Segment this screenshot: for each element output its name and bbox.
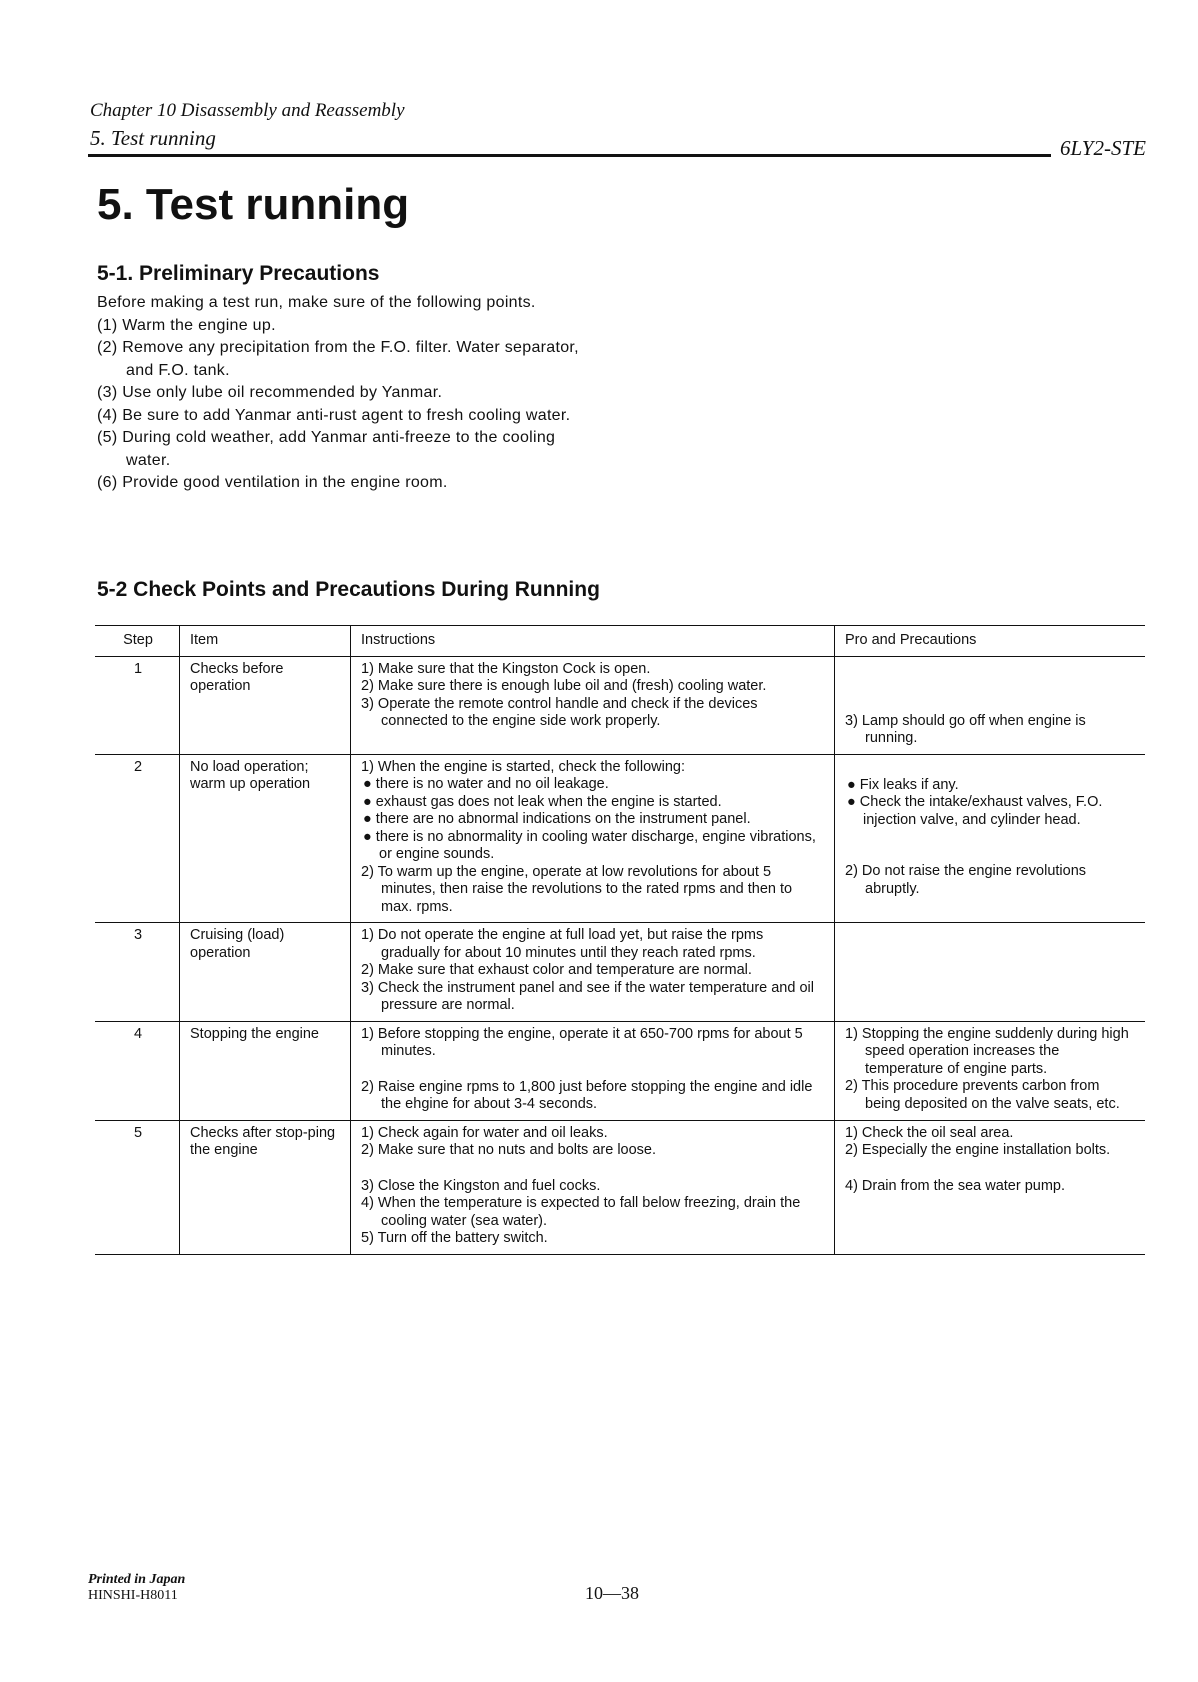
instruction-line: 1) Do not operate the engine at full load yet, but raise the rpms gradually for about 10 minutes until they reach rated rpms. (361, 927, 764, 961)
instruction-line: 1) Check again for water and oil leaks. (361, 1124, 608, 1141)
step-number: 2 (95, 754, 180, 923)
step-item: Checks after stop-ping the engine (180, 1120, 351, 1254)
instruction-line: 3) Close the Kingston and fuel cocks. (361, 1177, 601, 1194)
instruction-bullet: ● there are no abnormal indications on the instrument panel. (363, 811, 751, 827)
checkpoints-heading: 5-2 Check Points and Precautions During Running (97, 578, 600, 601)
precaution-line: 2) Especially the engine installation bolts. (845, 1142, 1111, 1158)
footer-code: HINSHI-H8011 (88, 1588, 178, 1603)
checkpoints-table (95, 625, 1145, 1255)
list-item: (6) Provide good ventilation in the engine room. (97, 474, 448, 491)
instruction-line: 2) Make sure that exhaust color and temperature are normal. (361, 962, 752, 978)
header-section: 5. Test running (90, 126, 216, 150)
instruction-line: 3) Operate the remote control handle and check if the devices connected to the engine side work properly. (361, 695, 758, 729)
step-item: Checks before operation (180, 656, 351, 754)
instruction-line: 2) Raise engine rpms to 1,800 just before stopping the engine and idle the ehgine for about 3-4 seconds. (361, 1078, 813, 1112)
footer-left (88, 1572, 185, 1604)
instruction-line: 5) Turn off the battery switch. (361, 1230, 548, 1246)
page-title: 5. Test running (97, 180, 410, 229)
header-chapter: Chapter 10 Disassembly and Reassembly (90, 100, 405, 121)
preliminary-intro: Before making a test run, make sure of the following points. (97, 294, 536, 311)
table-row (95, 754, 1145, 923)
step-number: 4 (95, 1021, 180, 1120)
table-row (95, 1120, 1145, 1254)
step-precautions (835, 754, 1146, 923)
instruction-line: 4) When the temperature is expected to fall below freezing, drain the cooling water (sea water). (361, 1195, 801, 1229)
spacer (845, 1160, 1137, 1178)
preliminary-heading: 5-1. Preliminary Precautions (97, 262, 380, 285)
instruction-line: 1) Make sure that the Kingston Cock is open. (361, 660, 651, 677)
preliminary-body (97, 292, 587, 495)
list-item: (1) Warm the engine up. (97, 316, 276, 334)
footer-printed: Printed in Japan (88, 1572, 186, 1587)
precaution-bullet: ● Fix leaks if any. (847, 776, 959, 793)
step-instructions (351, 754, 835, 923)
table-row (95, 656, 1145, 754)
col-item-header: Item (180, 626, 351, 657)
step-instructions (351, 1021, 835, 1120)
spacer (845, 829, 1137, 863)
page-number: 10—38 (585, 1583, 639, 1603)
step-precautions (835, 1021, 1146, 1120)
precaution-line: 2) Do not raise the engine revolutions abruptly. (845, 863, 1087, 897)
instruction-bullet: ● there is no water and no oil leakage. (363, 776, 609, 792)
spacer (361, 1160, 826, 1178)
step-precautions (835, 923, 1146, 1022)
col-instructions-header: Instructions (351, 626, 835, 657)
table-row (95, 923, 1145, 1022)
instruction-bullet: ● there is no abnormality in cooling water discharge, engine vibrations, or engine sounds. (363, 828, 816, 862)
step-item: No load operation; warm up operation (180, 754, 351, 923)
spacer (361, 1061, 826, 1079)
precaution-line: 2) This procedure prevents carbon from being deposited on the valve seats, etc. (845, 1078, 1120, 1112)
table-row (95, 1021, 1145, 1120)
list-item: (5) During cold weather, add Yanmar anti-freeze to the cooling water. (97, 429, 556, 469)
spacer (845, 759, 1137, 777)
step-instructions (351, 1120, 835, 1254)
precaution-spacer (845, 661, 1137, 713)
precaution-line: 1) Check the oil seal area. (845, 1124, 1014, 1141)
precaution-line: 4) Drain from the sea water pump. (845, 1177, 1066, 1194)
col-step-header: Step (95, 626, 180, 657)
step-instructions (351, 656, 835, 754)
step-number: 3 (95, 923, 180, 1022)
step-precautions (835, 656, 1146, 754)
precaution-bullet: ● Check the intake/exhaust valves, F.O. injection valve, and cylinder head. (847, 794, 1103, 828)
list-item: (3) Use only lube oil recommended by Yanmar. (97, 384, 443, 401)
step-item: Stopping the engine (180, 1021, 351, 1120)
instruction-line: 2) Make sure there is enough lube oil and (fresh) cooling water. (361, 678, 767, 694)
precaution-line: 3) Lamp should go off when engine is running. (845, 712, 1086, 746)
instruction-line: 1) When the engine is started, check the following: (361, 758, 686, 775)
instruction-line: 2) To warm up the engine, operate at low revolutions for about 5 minutes, then raise the revolutions to the rated rpms and then to max. rpms. (361, 863, 793, 915)
step-number: 5 (95, 1120, 180, 1254)
instruction-line: 2) Make sure that no nuts and bolts are loose. (361, 1142, 657, 1158)
instruction-line: 3) Check the instrument panel and see if the water temperature and oil pressure are normal. (361, 979, 814, 1013)
instruction-line: 1) Before stopping the engine, operate it at 650-700 rpms for about 5 minutes. (361, 1025, 803, 1059)
col-precautions-header: Pro and Precautions (835, 626, 1146, 657)
table-header-row (95, 626, 1145, 657)
header-rule (88, 154, 1051, 157)
header-model: 6LY2-STE (1060, 136, 1146, 160)
step-instructions (351, 923, 835, 1022)
list-item: (4) Be sure to add Yanmar anti-rust agent to fresh cooling water. (97, 406, 571, 424)
list-item: (2) Remove any precipitation from the F.O. filter. Water separator, and F.O. tank. (97, 339, 579, 379)
step-number: 1 (95, 656, 180, 754)
instruction-bullet: ● exhaust gas does not leak when the engine is started. (363, 793, 722, 810)
step-item: Cruising (load) operation (180, 923, 351, 1022)
step-precautions (835, 1120, 1146, 1254)
precaution-line: 1) Stopping the engine suddenly during high speed operation increases the temperature of engine parts. (845, 1025, 1129, 1077)
